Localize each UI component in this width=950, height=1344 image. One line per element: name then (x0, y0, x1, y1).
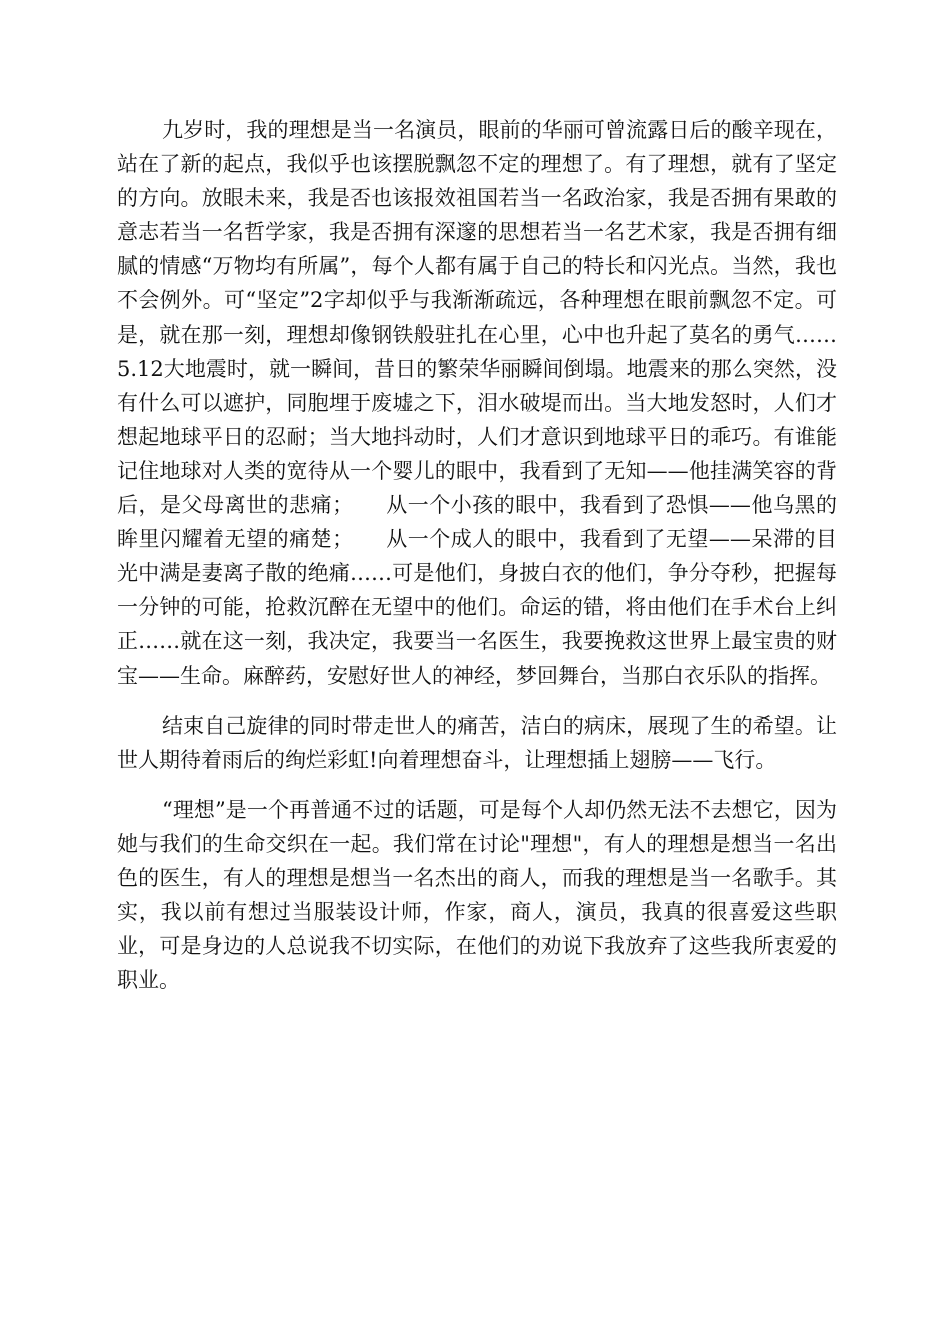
paragraph-3: “理想”是一个再普通不过的话题，可是每个人却仍然无法不去想它，因为她与我们的生命交织在一起。我们常在讨论"理想"，有人的理想是想当一名出色的医生，有人的理想是想当一名杰出的商人，而我的理想是当一名歌手。其实，我以前有想过当服装设计师，作家，商人，演员，我真的很喜爱这些职业，可是身边的人总说我不切实际，在他们的劝说下我放弃了这些我所衷爱的职业。 (117, 797, 837, 993)
paragraph-2: 结束自己旋律的同时带走世人的痛苦，洁白的病床，展现了生的希望。让世人期待着雨后的绚烂彩虹!向着理想奋斗，让理想插上翅膀——飞行。 (117, 713, 837, 772)
paragraph-1: 九岁时，我的理想是当一名演员，眼前的华丽可曾流露日后的酸辛现在，站在了新的起点，我似乎也该摆脱飘忽不定的理想了。有了理想，就有了坚定的方向。放眼未来，我是否也该报效祖国若当一名政治家，我是否拥有果敢的意志若当一名哲学家，我是否拥有深邃的思想若当一名艺术家，我是否拥有细腻的情感“万物均有所属”，每个人都有属于自己的特长和闪光点。当然，我也不会例外。可“坚定”2字却似乎与我渐渐疏远，各种理想在眼前飘忽不定。可是，就在那一刻，理想却像钢铁般驻扎在心里，心中也升起了莫名的勇气……5.12大地震时，就一瞬间，昔日的繁荣华丽瞬间倒塌。地震来的那么突然，没有什么可以遮护，同胞埋于废墟之下，泪水破堤而出。当大地发怒时，人们才想起地球平日的忍耐；当大地抖动时，人们才意识到地球平日的乖巧。有谁能记住地球对人类的宽待从一个婴儿的眼中，我看到了无知——他挂满笑容的背后，是父母离世的悲痛； 从一个小孩的眼中，我看到了恐惧——他乌黑的眸里闪耀着无望的痛楚； 从一个成人的眼中，我看到了无望——呆滞的目光中满是妻离子散的绝痛……可是他们，身披白衣的他们，争分夺秒，把握每一分钟的可能，抢救沉醉在无望中的他们。命运的错，将由他们在手术台上纠正……就在这一刻，我决定，我要当一名医生，我要挽救这世界上最宝贵的财宝——生命。麻醉药，安慰好世人的神经，梦回舞台，当那白衣乐队的指挥。 (117, 118, 837, 688)
document-body (117, 113, 837, 997)
